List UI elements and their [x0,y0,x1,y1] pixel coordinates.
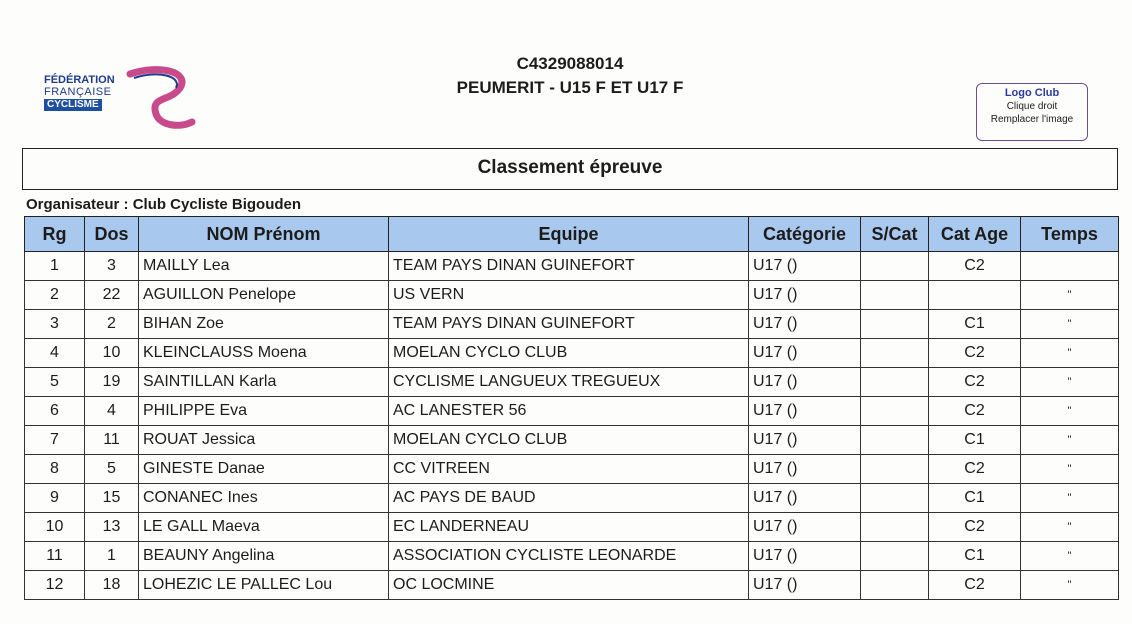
rank-cell: 12 [25,571,85,600]
age-category-cell: C2 [929,339,1021,368]
col-header-time: Temps [1021,217,1119,252]
table-row [25,368,1119,397]
club-logo-hint2: Remplacer l'image [990,114,1074,125]
rank-cell: 2 [25,281,85,310]
race-code: C4329088014 [516,54,624,73]
time-cell [1021,252,1119,281]
results-header-row [25,217,1119,252]
time-cell: " [1021,571,1119,600]
team-cell: AC PAYS DE BAUD [389,484,749,513]
bib-cell: 15 [85,484,139,513]
rank-cell: 9 [25,484,85,513]
ffc-logo [40,66,200,130]
name-cell: BIHAN Zoe [139,310,389,339]
table-row [25,397,1119,426]
rank-cell: 5 [25,368,85,397]
team-cell: MOELAN CYCLO CLUB [389,426,749,455]
category-cell: U17 () [749,542,861,571]
category-cell: U17 () [749,513,861,542]
subcategory-cell [861,339,929,368]
name-cell: AGUILLON Penelope [139,281,389,310]
table-row [25,571,1119,600]
ffc-swoosh-icon [120,66,200,130]
team-cell: TEAM PAYS DINAN GUINEFORT [389,310,749,339]
category-cell: U17 () [749,281,861,310]
time-cell: " [1021,426,1119,455]
rank-cell: 3 [25,310,85,339]
age-category-cell: C2 [929,397,1021,426]
rank-cell: 4 [25,339,85,368]
name-cell: SAINTILLAN Karla [139,368,389,397]
subcategory-cell [861,455,929,484]
table-row [25,484,1119,513]
ffc-logo-line3: CYCLISME [44,99,102,111]
category-cell: U17 () [749,368,861,397]
table-row [25,252,1119,281]
category-cell: U17 () [749,484,861,513]
bib-cell: 11 [85,426,139,455]
time-cell: " [1021,368,1119,397]
time-cell: " [1021,339,1119,368]
bib-cell: 5 [85,455,139,484]
bib-cell: 2 [85,310,139,339]
results-banner [22,148,1118,190]
name-cell: LOHEZIC LE PALLEC Lou [139,571,389,600]
table-row [25,339,1119,368]
club-logo-title: Logo Club [1004,87,1060,99]
col-header-age-category: Cat Age [929,217,1021,252]
age-category-cell: C2 [929,455,1021,484]
ffc-logo-line2: FRANÇAISE [44,86,112,98]
rank-cell: 6 [25,397,85,426]
club-logo-hint1: Clique droit [1006,101,1058,112]
age-category-cell: C2 [929,571,1021,600]
results-title: Classement épreuve [477,157,663,178]
club-logo-placeholder[interactable] [976,83,1088,141]
col-header-name: NOM Prénom [139,217,389,252]
col-header-team: Equipe [389,217,749,252]
col-header-subcategory: S/Cat [861,217,929,252]
age-category-cell: C1 [929,542,1021,571]
name-cell: MAILLY Lea [139,252,389,281]
subcategory-cell [861,513,929,542]
category-cell: U17 () [749,571,861,600]
name-cell: BEAUNY Angelina [139,542,389,571]
time-cell: " [1021,281,1119,310]
subcategory-cell [861,310,929,339]
subcategory-cell [861,281,929,310]
subcategory-cell [861,426,929,455]
race-title: PEUMERIT - U15 F ET U17 F [456,78,684,97]
team-cell: CYCLISME LANGUEUX TREGUEUX [389,368,749,397]
time-cell: " [1021,542,1119,571]
ffc-logo-line1: FÉDÉRATION [44,74,115,86]
subcategory-cell [861,368,929,397]
team-cell: AC LANESTER 56 [389,397,749,426]
organizer-label: Organisateur : Club Cycliste Bigouden [26,196,302,213]
age-category-cell: C2 [929,368,1021,397]
team-cell: TEAM PAYS DINAN GUINEFORT [389,252,749,281]
subcategory-cell [861,397,929,426]
time-cell: " [1021,455,1119,484]
rank-cell: 1 [25,252,85,281]
table-row [25,542,1119,571]
col-header-rank: Rg [25,217,85,252]
category-cell: U17 () [749,339,861,368]
age-category-cell [929,281,1021,310]
table-row [25,426,1119,455]
name-cell: PHILIPPE Eva [139,397,389,426]
col-header-bib: Dos [85,217,139,252]
age-category-cell: C1 [929,310,1021,339]
category-cell: U17 () [749,397,861,426]
bib-cell: 13 [85,513,139,542]
rank-cell: 11 [25,542,85,571]
category-cell: U17 () [749,310,861,339]
team-cell: ASSOCIATION CYCLISTE LEONARDE [389,542,749,571]
name-cell: ROUAT Jessica [139,426,389,455]
name-cell: CONANEC Ines [139,484,389,513]
subcategory-cell [861,542,929,571]
time-cell: " [1021,397,1119,426]
age-category-cell: C1 [929,484,1021,513]
team-cell: CC VITREEN [389,455,749,484]
category-cell: U17 () [749,426,861,455]
rank-cell: 8 [25,455,85,484]
team-cell: OC LOCMINE [389,571,749,600]
table-row [25,455,1119,484]
results-table [24,216,1119,600]
category-cell: U17 () [749,455,861,484]
bib-cell: 18 [85,571,139,600]
team-cell: US VERN [389,281,749,310]
category-cell: U17 () [749,252,861,281]
name-cell: LE GALL Maeva [139,513,389,542]
table-row [25,310,1119,339]
age-category-cell: C1 [929,426,1021,455]
time-cell: " [1021,484,1119,513]
subcategory-cell [861,484,929,513]
bib-cell: 1 [85,542,139,571]
col-header-category: Catégorie [749,217,861,252]
subcategory-cell [861,571,929,600]
age-category-cell: C2 [929,513,1021,542]
time-cell: " [1021,513,1119,542]
age-category-cell: C2 [929,252,1021,281]
name-cell: KLEINCLAUSS Moena [139,339,389,368]
table-row [25,281,1119,310]
subcategory-cell [861,252,929,281]
bib-cell: 19 [85,368,139,397]
team-cell: MOELAN CYCLO CLUB [389,339,749,368]
rank-cell: 7 [25,426,85,455]
table-row [25,513,1119,542]
time-cell: " [1021,310,1119,339]
bib-cell: 3 [85,252,139,281]
bib-cell: 10 [85,339,139,368]
name-cell: GINESTE Danae [139,455,389,484]
team-cell: EC LANDERNEAU [389,513,749,542]
rank-cell: 10 [25,513,85,542]
race-header [380,54,760,98]
bib-cell: 22 [85,281,139,310]
bib-cell: 4 [85,397,139,426]
